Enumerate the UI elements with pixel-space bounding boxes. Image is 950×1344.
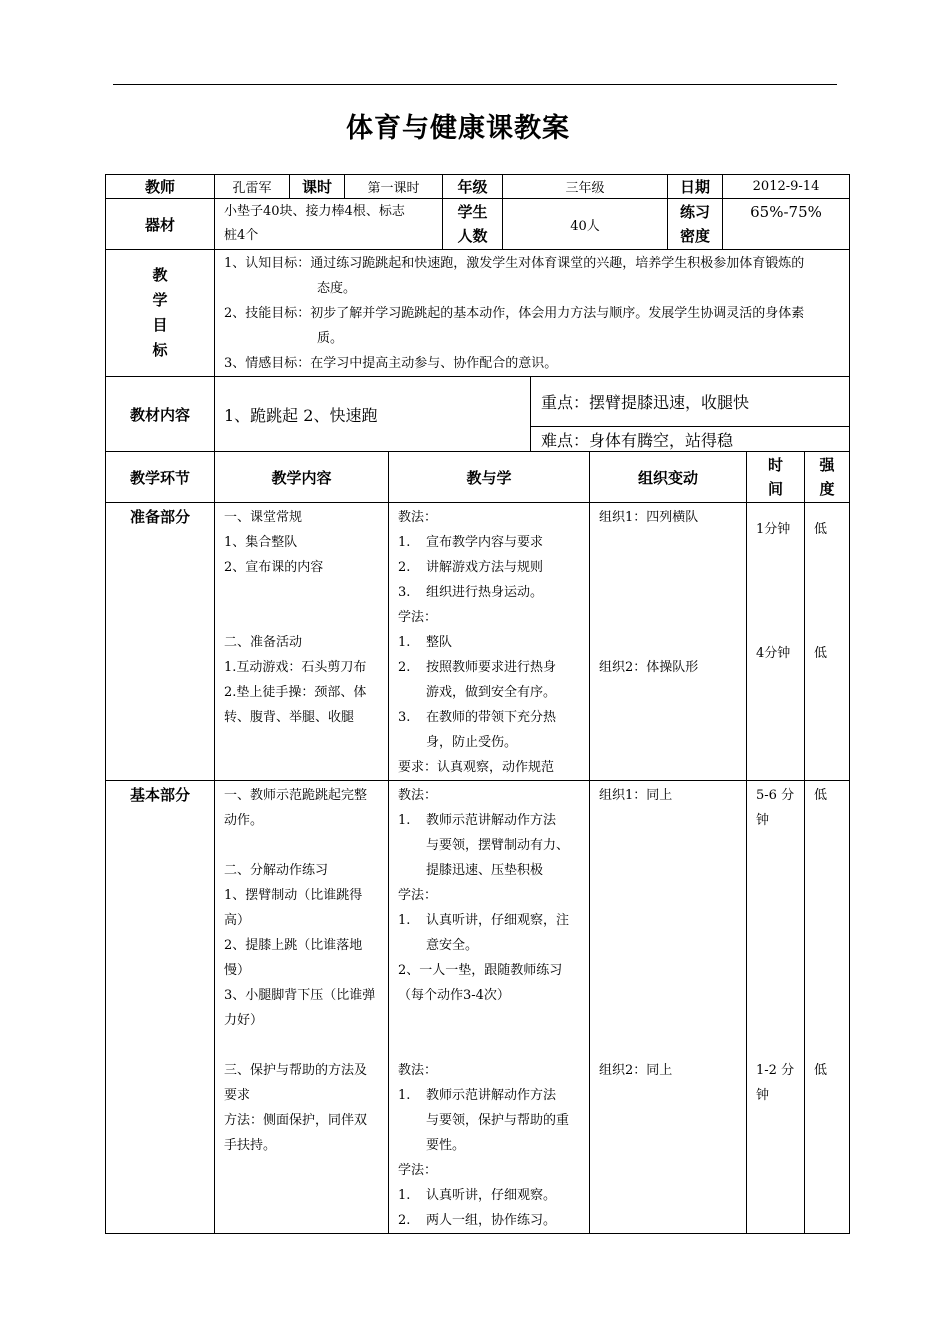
col-time <box>747 452 805 503</box>
info-table <box>105 174 850 250</box>
time-item: 4分钟 <box>756 646 791 661</box>
header-rule <box>113 84 837 85</box>
page-title: 体育与健康课教案 <box>346 113 570 144</box>
learn-item: 2. 按照教师要求进行热身 <box>398 660 557 675</box>
intensity-item: 低 <box>814 1063 828 1078</box>
equipment-line: 桩4个 <box>224 228 259 243</box>
time-item: 1-2 分 <box>756 1063 795 1078</box>
key-point: 重点：摆臂提膝迅速，收腿快 <box>531 377 850 427</box>
equipment-label: 器材 <box>106 199 215 250</box>
goal-line: 1、认知目标：通过练习跪跳起和快速跑，激发学生对体育课堂的兴趣，培养学生积极参加体育锻炼的 <box>224 256 805 271</box>
learn-item: 游戏，做到安全有序。 <box>426 685 557 700</box>
time-item: 钟 <box>756 1088 770 1103</box>
content-label: 教材内容 <box>106 377 215 452</box>
learn-title: 学法： <box>398 888 438 903</box>
col-content: 教学内容 <box>215 452 389 503</box>
goals-text <box>215 250 850 377</box>
basic-content-line: 三、保护与帮助的方法及 <box>224 1063 368 1078</box>
learn-item: 3. 在教师的带领下充分热 <box>398 710 557 725</box>
col-intensity-line: 度 <box>819 480 835 498</box>
prep-content-line: 1、集合整队 <box>224 535 298 550</box>
students-label-line: 人数 <box>457 227 488 245</box>
learn-extra: （每个动作3-4次） <box>398 988 510 1003</box>
density-value: 65%-75% <box>723 199 850 250</box>
method-title: 教法： <box>398 788 438 803</box>
method-title: 教法： <box>398 1063 438 1078</box>
density-label-line: 密度 <box>679 227 710 245</box>
method-item: 1. 教师示范讲解动作方法 <box>398 1088 557 1103</box>
time-item: 5-6 分 <box>756 788 795 803</box>
requirement: 要求：认真观察，动作规范 <box>398 760 555 775</box>
lesson-label: 课时 <box>290 175 345 199</box>
prep-content <box>215 503 389 781</box>
basic-content-line: 动作。 <box>224 813 264 828</box>
stage-basic: 基本部分 <box>106 781 215 1234</box>
org-item: 组织2：体操队形 <box>599 660 699 675</box>
learn-title: 学法： <box>398 610 438 625</box>
learn-item: 1. 整队 <box>398 635 453 650</box>
teacher-value: 孔雷军 <box>215 175 290 199</box>
density-label-line: 练习 <box>679 203 710 221</box>
org-item: 组织2：同上 <box>599 1063 673 1078</box>
basic-time <box>747 781 805 1234</box>
learn-item: 1. 认真听讲，仔细观察，注 <box>398 913 570 928</box>
difficulty: 难点：身体有腾空，站得稳 <box>531 427 850 452</box>
basic-content-line: 3、小腿脚背下压（比谁弹 <box>224 988 376 1003</box>
intensity-item: 低 <box>814 788 828 803</box>
col-intensity <box>805 452 850 503</box>
students-label <box>443 199 503 250</box>
basic-content <box>215 781 389 1234</box>
time-item: 1分钟 <box>756 522 791 537</box>
equipment-value <box>215 199 443 250</box>
prep-content-line: 2.垫上徒手操：颈部、体 <box>224 685 367 700</box>
basic-intensity <box>805 781 850 1234</box>
basic-content-line: 一、教师示范跪跳起完整 <box>224 788 368 803</box>
basic-content-line: 要求 <box>224 1088 251 1103</box>
col-org: 组织变动 <box>590 452 747 503</box>
basic-content-line: 1、摆臂制动（比谁跳得 <box>224 888 363 903</box>
method-title: 教法： <box>398 510 438 525</box>
density-label <box>668 199 723 250</box>
org-item: 组织1：四列横队 <box>599 510 699 525</box>
learn-item: 意安全。 <box>426 938 479 953</box>
method-item: 3. 组织进行热身运动。 <box>398 585 544 600</box>
basic-content-line: 慢） <box>224 963 251 978</box>
equipment-line: 小垫子40块、接力棒4根、标志 <box>224 204 405 219</box>
method-item: 1. 宣布教学内容与要求 <box>398 535 544 550</box>
method-item: 2. 讲解游戏方法与规则 <box>398 560 544 575</box>
grade-label: 年级 <box>443 175 503 199</box>
col-time-line: 时 <box>767 456 783 474</box>
basic-content-line: 力好） <box>224 1013 264 1028</box>
time-item: 钟 <box>756 813 770 828</box>
students-label-line: 学生 <box>457 203 488 221</box>
goals-table <box>105 249 850 377</box>
learn-title: 学法： <box>398 1163 438 1178</box>
content-text: 1、跪跳起 2、快速跑 <box>215 377 531 452</box>
col-stage: 教学环节 <box>106 452 215 503</box>
grade-value: 三年级 <box>503 175 668 199</box>
basic-content-line: 二、分解动作练习 <box>224 863 329 878</box>
method-item: 与要领，摆臂制动有力、 <box>426 838 570 853</box>
basic-content-line: 方法：侧面保护，同伴双 <box>224 1113 368 1128</box>
goals-label-char: 教 <box>152 266 168 284</box>
basic-method <box>389 781 590 1234</box>
prep-intensity <box>805 503 850 781</box>
basic-content-line: 手扶持。 <box>224 1138 277 1153</box>
col-time-line: 间 <box>767 480 783 498</box>
stage-prep: 准备部分 <box>106 503 215 781</box>
goals-label-char: 目 <box>152 316 168 334</box>
date-value: 2012-9-14 <box>723 175 850 199</box>
basic-content-line: 高） <box>224 913 251 928</box>
method-item: 要性。 <box>426 1138 466 1153</box>
learn-item: 身，防止受伤。 <box>426 735 518 750</box>
teacher-label: 教师 <box>106 175 215 199</box>
learn-extra: 2、一人一垫，跟随教师练习 <box>398 963 563 978</box>
method-item: 1. 教师示范讲解动作方法 <box>398 813 557 828</box>
learn-item: 2. 两人一组，协作练习。 <box>398 1213 557 1228</box>
prep-content-line: 2、宣布课的内容 <box>224 560 324 575</box>
goals-label-char: 学 <box>152 291 168 309</box>
content-table <box>105 376 850 452</box>
prep-content-line: 二、准备活动 <box>224 635 303 650</box>
prep-content-line: 1.互动游戏：石头剪刀布 <box>224 660 367 675</box>
goal-line: 2、技能目标：初步了解并学习跪跳起的基本动作，体会用力方法与顺序。发展学生协调灵活的身体素 <box>224 306 805 321</box>
basic-org <box>590 781 747 1234</box>
prep-method <box>389 503 590 781</box>
lesson-value: 第一课时 <box>345 175 443 199</box>
students-value: 40人 <box>503 199 668 250</box>
goal-line: 质。 <box>317 331 344 346</box>
goal-line: 3、情感目标：在学习中提高主动参与、协作配合的意识。 <box>224 356 558 371</box>
col-intensity-line: 强 <box>819 456 835 474</box>
learn-item: 1. 认真听讲，仔细观察。 <box>398 1188 557 1203</box>
lesson-table <box>105 451 850 1234</box>
org-item: 组织1：同上 <box>599 788 673 803</box>
goals-label <box>106 250 215 377</box>
prep-time <box>747 503 805 781</box>
goals-label-char: 标 <box>152 341 168 359</box>
prep-content-line: 一、课堂常规 <box>224 510 303 525</box>
intensity-item: 低 <box>814 646 828 661</box>
intensity-item: 低 <box>814 522 828 537</box>
prep-org <box>590 503 747 781</box>
col-method: 教与学 <box>389 452 590 503</box>
goal-line: 态度。 <box>317 281 357 296</box>
basic-content-line: 2、提膝上跳（比谁落地 <box>224 938 363 953</box>
date-label: 日期 <box>668 175 723 199</box>
prep-content-line: 转、腹背、举腿、收腿 <box>224 710 355 725</box>
method-item: 与要领，保护与帮助的重 <box>426 1113 570 1128</box>
method-item: 提膝迅速、压垫积极 <box>426 863 544 878</box>
